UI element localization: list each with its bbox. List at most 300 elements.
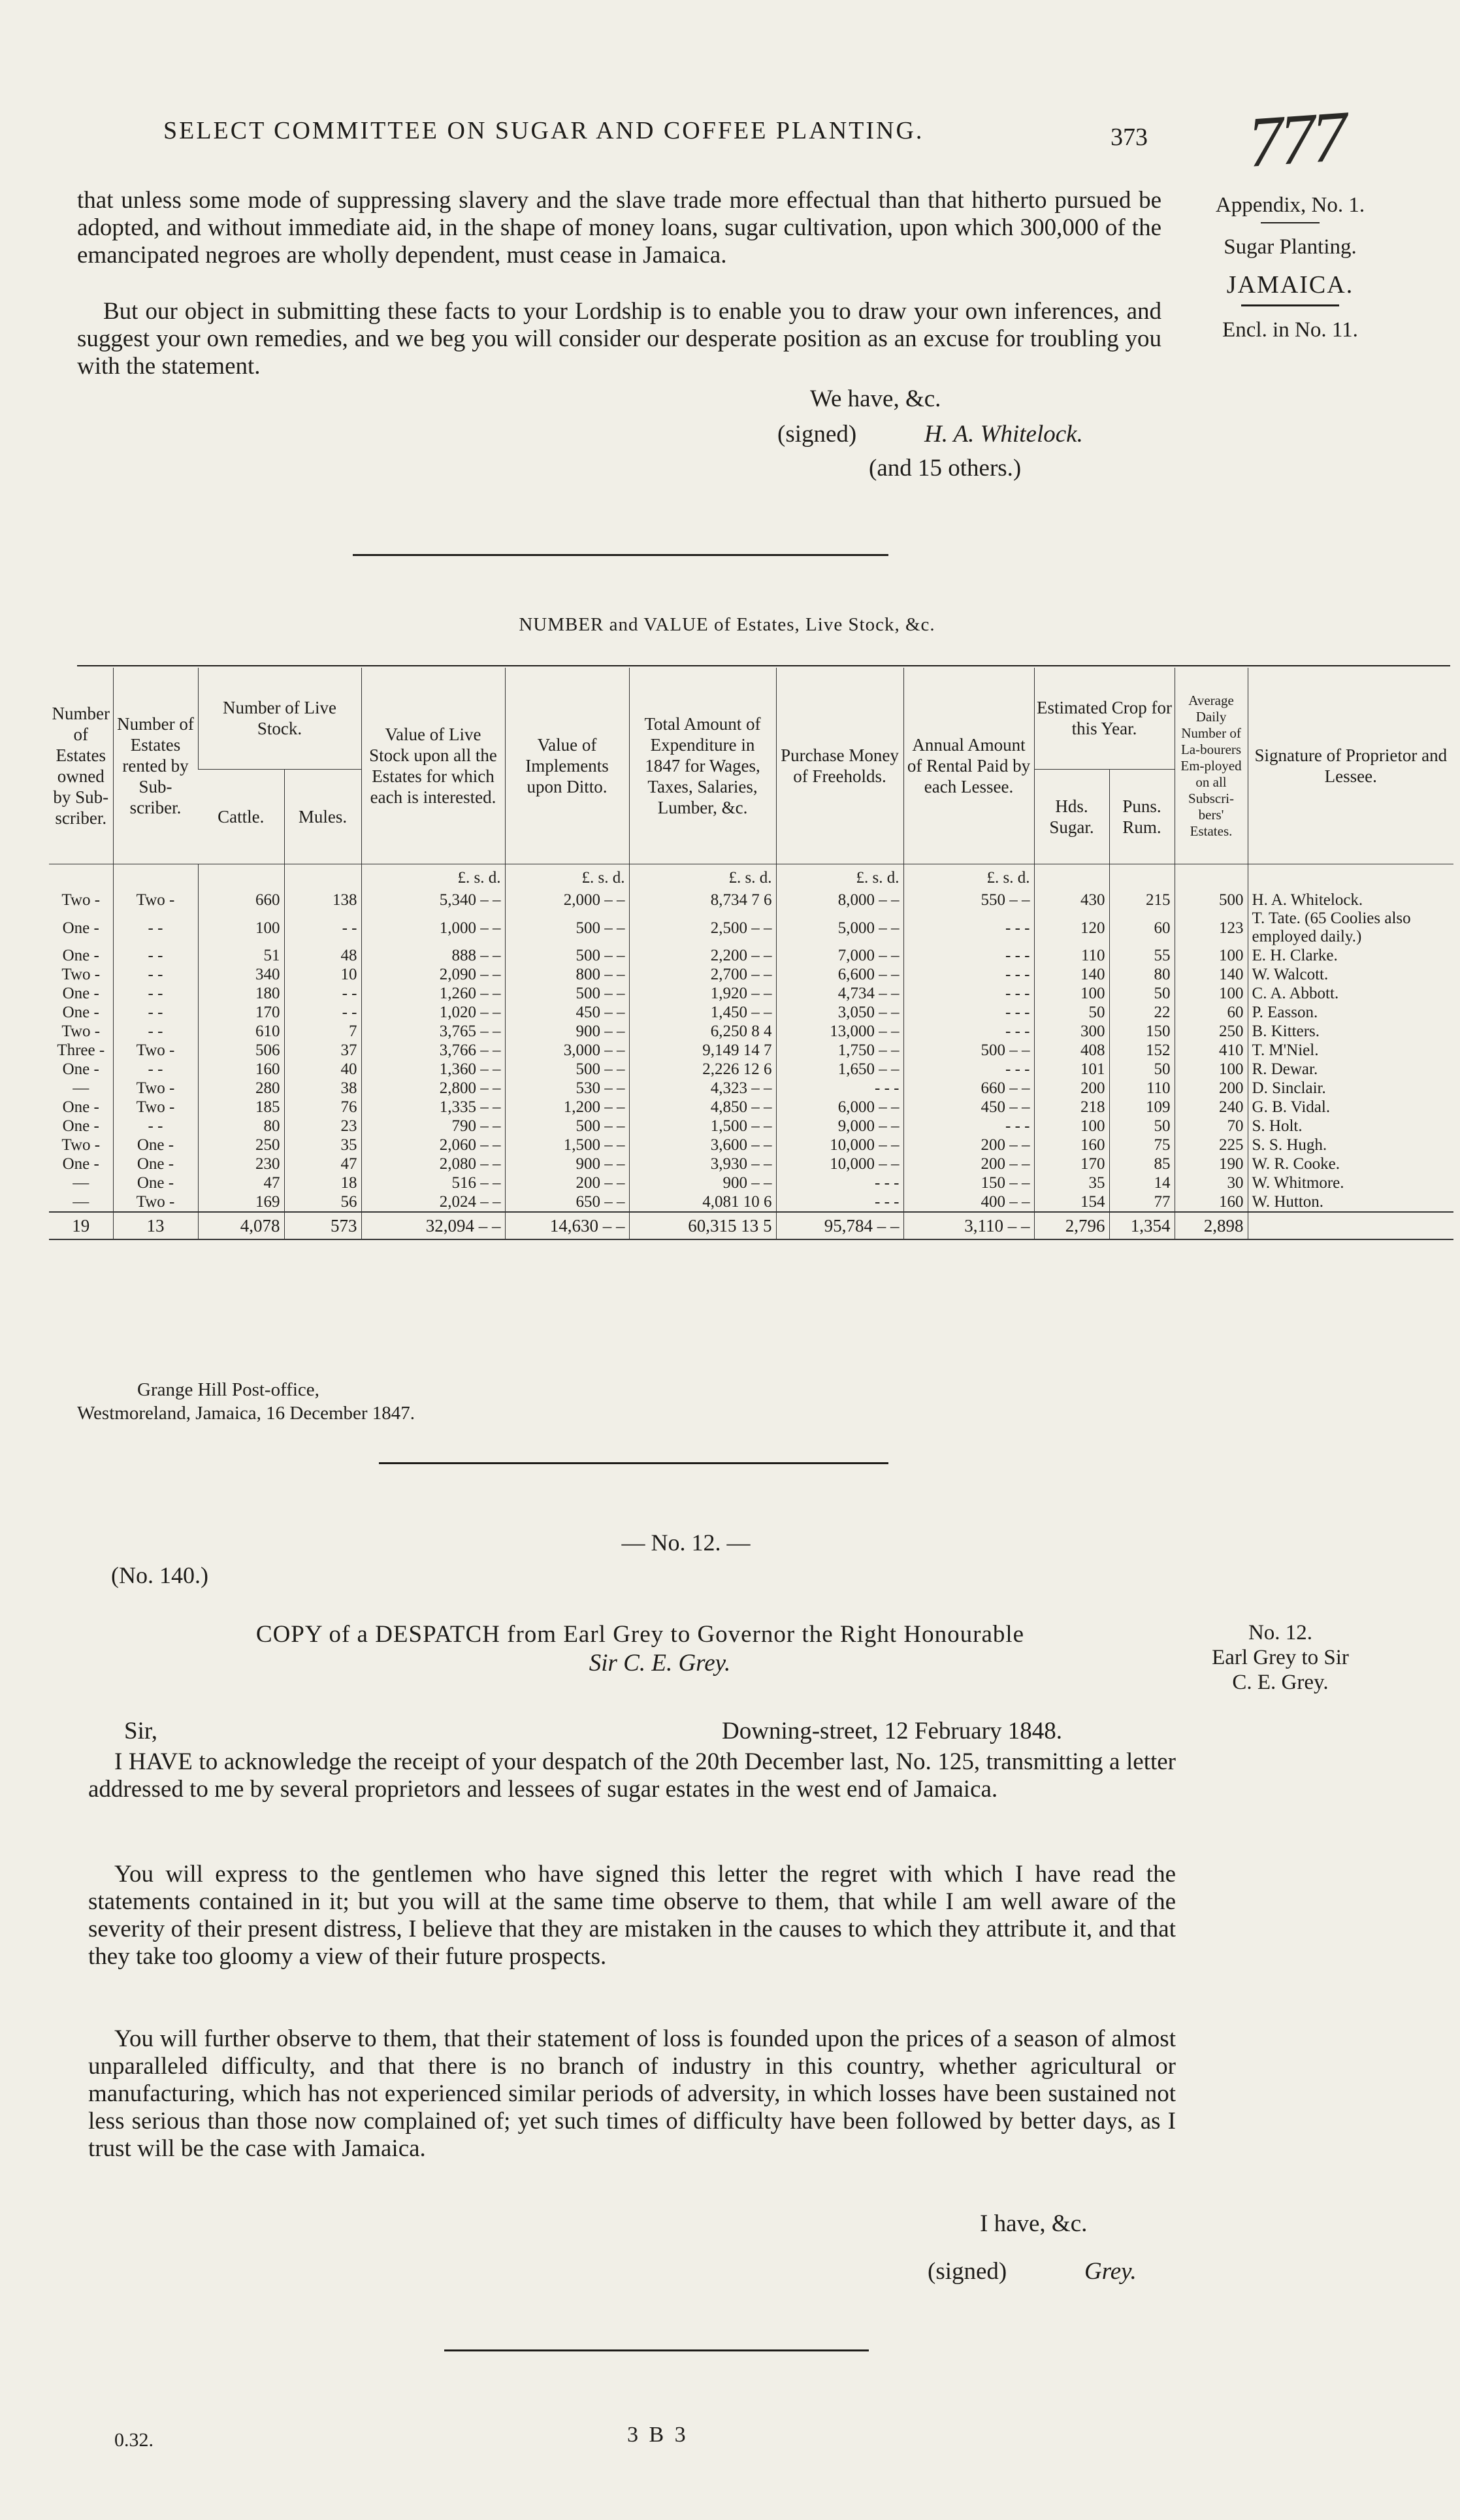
table-cell: 2,796 [1034,1212,1109,1239]
table-cell: H. A. Whitelock. [1248,891,1453,909]
table-cell: — [73,1174,89,1192]
letter-signed: (signed) [777,421,857,448]
col-header-mules: Mules. [284,769,361,864]
table-row [49,1098,1453,1117]
table-body [49,864,1453,1240]
table-cell: 40 [284,1060,361,1079]
table-cell: 3,050 – – [776,1003,903,1022]
table-cell [198,864,284,891]
table-cell [284,864,361,891]
table-cell: 1,360 – – [361,1060,505,1079]
col-header-rented: Number of Estates rented by Sub-scriber. [113,668,198,864]
estates-table [49,668,1453,1240]
table-cell: 250 [198,1136,284,1154]
margin-note-line: JAMAICA. [1226,271,1354,299]
table-cell: 7,000 – – [776,946,903,965]
table-cell: One - [62,947,99,964]
table-cell: 169 [198,1192,284,1212]
table-cell: — [73,1079,89,1097]
letter-paragraph: that unless some mode of suppressing slavery and the slave trade more effectual than that hitherto pursued be adopted, and without immediate aid, in the shape of money loans, sugar cultivation, upon which 300,000 of the emancipated negroes are wholly dependent, must cease in Jamaica. [77,187,1161,269]
table-cell: 170 [1034,1154,1109,1173]
margin-note-line: No. 12. [1248,1621,1313,1645]
table-cell: - - [113,1060,198,1079]
table-cell: - - [284,1003,361,1022]
table-cell: 7 [284,1022,361,1041]
table-cell: Three - [57,1041,105,1059]
table-cell: 100 [1034,984,1109,1003]
table-cell: 101 [1034,1060,1109,1079]
table-cell: 3,765 – – [361,1022,505,1041]
table-cell: Two - [61,891,101,909]
table-cell: B. Kitters. [1248,1022,1453,1041]
table-cell: E. H. Clarke. [1248,946,1453,965]
table-row [49,1060,1453,1079]
footer-left: 0.32. [114,2429,154,2451]
table-cell: 13,000 – – [776,1022,903,1041]
table-cell: 14,630 – – [505,1212,629,1239]
table-cell: S. Holt. [1248,1117,1453,1136]
table-cell: 500 – – [505,1117,629,1136]
table-cell: 2,898 [1175,1212,1248,1239]
table-cell: Two - [113,1098,198,1117]
units-row [49,864,1453,891]
table-cell: 500 [1175,891,1248,909]
table-cell: 200 [1175,1079,1248,1098]
table-cell: Two - [113,891,198,909]
table-cell: 300 [1034,1022,1109,1041]
table-cell: - - [284,984,361,1003]
table-cell: 1,354 [1109,1212,1175,1239]
table-cell: D. Sinclair. [1248,1079,1453,1098]
table-cell: T. Tate. (65 Coolies also employed daily.) [1248,909,1453,946]
col-header-crop: Estimated Crop for this Year. [1034,668,1175,769]
table-cell: Two - [113,1192,198,1212]
table-cell: 75 [1109,1136,1175,1154]
table-cell: C. A. Abbott. [1248,984,1453,1003]
table-cell: 150 – – [903,1173,1034,1192]
table-cell: 2,800 – – [361,1079,505,1098]
col-header-owned: Number of Estates owned by Sub-scriber. [49,668,113,864]
table-cell: P. Easson. [1248,1003,1453,1022]
table-cell: 180 [198,984,284,1003]
table-row [49,965,1453,984]
table-cell: 2,024 – – [361,1192,505,1212]
table-cell: 1,650 – – [776,1060,903,1079]
table-cell: 8,000 – – [776,891,903,909]
margin-note-line: Encl. in No. 11. [1222,318,1358,342]
col-header-signature: Signature of Proprietor and Lessee. [1248,668,1453,864]
table-cell: 47 [284,1154,361,1173]
table-cell: 240 [1175,1098,1248,1117]
table-cell: - - [113,965,198,984]
col-header-cattle: Cattle. [198,769,284,864]
margin-note-line: Appendix, No. 1. [1215,193,1365,217]
table-cell: 1,450 – – [629,1003,776,1022]
table-cell: 660 [198,891,284,909]
place-line: Grange Hill Post-office, [137,1379,319,1400]
table-title: NUMBER and VALUE of Estates, Live Stock, &c. [519,614,935,635]
table-cell: 48 [284,946,361,965]
letter-closing: We have, &c. [810,385,941,412]
table-cell: - - [113,946,198,965]
table-cell: 225 [1175,1136,1248,1154]
table-cell: 50 [1034,1003,1109,1022]
table-cell: Two - [113,1079,198,1098]
table-cell: 400 – – [903,1192,1034,1212]
table-cell: One - [113,1136,198,1154]
table-cell: 2,700 – – [629,965,776,984]
table-cell: 888 – – [361,946,505,965]
table-cell: S. S. Hugh. [1248,1136,1453,1154]
despatch-signed: (signed) [928,2258,1007,2285]
table-cell: 160 [198,1060,284,1079]
table-cell: 430 [1034,891,1109,909]
table-cell: 5,340 – – [361,891,505,909]
table-cell: 32,094 – – [361,1212,505,1239]
table-cell: 120 [1034,909,1109,946]
table-cell: 6,250 8 4 [629,1022,776,1041]
table-cell: 3,930 – – [629,1154,776,1173]
table-cell: 47 [198,1173,284,1192]
table-cell: 110 [1109,1079,1175,1098]
handwritten-folio-number: 777 [1244,96,1347,182]
table-cell: 140 [1175,965,1248,984]
table-cell: 23 [284,1117,361,1136]
table-cell: - - - [776,1079,903,1098]
table-cell: £. s. d. [903,864,1034,891]
table-cell: 500 – – [505,984,629,1003]
despatch-signer: Grey. [1084,2258,1137,2285]
table-cell: 280 [198,1079,284,1098]
table-cell: — [73,1193,89,1211]
table-cell: 340 [198,965,284,984]
table-cell: 4,734 – – [776,984,903,1003]
table-cell: 500 – – [505,909,629,946]
table-cell: 100 [1175,984,1248,1003]
table-cell: 410 [1175,1041,1248,1060]
table-cell: 37 [284,1041,361,1060]
table-cell: - - - [903,984,1034,1003]
table-cell: 152 [1109,1041,1175,1060]
table-cell: 610 [198,1022,284,1041]
despatch-paragraph: You will further observe to them, that their statement of loss is founded upon the prices of a season of almost unparalleled difficulty, and that there is no branch of industry in this country, whether agricultural or manufacturing, which has not experienced similar periods of adversity, in which losses have been sustained not less serious than those now complained of; yet such times of difficulty have been followed by better days, as I trust will be the case with Jamaica. [88,2025,1176,2162]
table-cell: - - - [903,1117,1034,1136]
table-cell: 1,335 – – [361,1098,505,1117]
table-row [49,1003,1453,1022]
table-cell: 900 – – [505,1154,629,1173]
despatch-reference: (No. 140.) [111,1562,208,1588]
table-cell: - - [113,1003,198,1022]
divider [1261,222,1320,223]
table-cell: 10,000 – – [776,1136,903,1154]
margin-note-despatch [1182,1620,1378,1695]
table-row [49,1173,1453,1192]
table-cell: G. B. Vidal. [1248,1098,1453,1117]
table-cell: 19 [49,1212,113,1239]
table-cell: One - [113,1154,198,1173]
table-cell: 6,000 – – [776,1098,903,1117]
table-cell: 1,750 – – [776,1041,903,1060]
table-row [49,1041,1453,1060]
table-cell: Two - [61,1136,101,1154]
table-cell: 100 [1175,946,1248,965]
table-cell: - - - [903,909,1034,946]
table-cell: 200 – – [903,1154,1034,1173]
table-cell: 170 [198,1003,284,1022]
table-cell: 138 [284,891,361,909]
table-cell: 60 [1109,909,1175,946]
table-cell: 160 [1175,1192,1248,1212]
table-row [49,891,1453,909]
table-cell: 1,200 – – [505,1098,629,1117]
table-cell: 200 – – [505,1173,629,1192]
table-row [49,946,1453,965]
table-cell: 215 [1109,891,1175,909]
table-cell: 51 [198,946,284,965]
table-cell: 200 [1034,1079,1109,1098]
table-cell: 2,500 – – [629,909,776,946]
table-cell: £. s. d. [505,864,629,891]
table-cell: 100 [1175,1060,1248,1079]
table-cell: Two - [61,966,101,983]
table-cell [49,864,113,891]
table-cell: 35 [284,1136,361,1154]
table-cell: 800 – – [505,965,629,984]
table-cell: 500 – – [505,1060,629,1079]
table-cell: 14 [1109,1173,1175,1192]
table-cell: One - [62,1060,99,1078]
table-cell: - - - [903,1022,1034,1041]
table-cell: 1,500 – – [505,1136,629,1154]
table-cell: 140 [1034,965,1109,984]
col-header-hds: Hds. Sugar. [1034,769,1109,864]
totals-row [49,1212,1453,1239]
margin-note-line: Earl Grey to Sir [1212,1646,1349,1669]
table-cell: 2,060 – – [361,1136,505,1154]
table-cell: 30 [1175,1173,1248,1192]
table-cell: 3,600 – – [629,1136,776,1154]
table-cell: 4,081 10 6 [629,1192,776,1212]
table-cell: 450 – – [903,1098,1034,1117]
table-cell: 9,149 14 7 [629,1041,776,1060]
table-cell: 85 [1109,1154,1175,1173]
table-cell: 35 [1034,1173,1109,1192]
table-cell: 190 [1175,1154,1248,1173]
col-header-purchase: Purchase Money of Freeholds. [776,668,903,864]
table-cell: 200 – – [903,1136,1034,1154]
col-header-puns: Puns. Rum. [1109,769,1175,864]
table-cell: 650 – – [505,1192,629,1212]
table-cell: 230 [198,1154,284,1173]
table-row [49,1079,1453,1098]
table-cell: 530 – – [505,1079,629,1098]
table-cell: 516 – – [361,1173,505,1192]
despatch-paragraph: I HAVE to acknowledge the receipt of your despatch of the 20th December last, No. 125, transmitting a letter addressed to me by several proprietors and lessees of sugar estates in the west end of Jamaica. [88,1748,1176,1803]
table-cell: 50 [1109,1060,1175,1079]
table-cell: - - - [776,1192,903,1212]
table-cell: 60 [1175,1003,1248,1022]
table-cell: 70 [1175,1117,1248,1136]
table-cell: 2,080 – – [361,1154,505,1173]
letter-paragraph: But our object in submitting these facts to your Lordship is to enable you to draw your own inferences, and suggest your own remedies, and we beg you will consider our desperate position as an excuse for troubling you with the statement. [77,298,1161,380]
table-cell: One - [62,1155,99,1173]
table-cell: 123 [1175,909,1248,946]
table-cell: 3,110 – – [903,1212,1034,1239]
table-row [49,984,1453,1003]
table-cell: 100 [198,909,284,946]
table-cell: £. s. d. [629,864,776,891]
table-cell: 4,323 – – [629,1079,776,1098]
despatch-title: COPY of a DESPATCH from Earl Grey to Governor the Right Honourable [255,1621,1025,1648]
table-cell: One - [62,1117,99,1135]
table-cell: 150 [1109,1022,1175,1041]
table-cell: 900 – – [505,1022,629,1041]
table-cell: Two - [113,1041,198,1060]
table-row [49,909,1453,946]
table-cell: - - [284,909,361,946]
table-cell: One - [62,1004,99,1021]
table-cell: 60,315 13 5 [629,1212,776,1239]
table-cell: 573 [284,1212,361,1239]
col-header-labourers: Average Daily Number of La-bourers Em-ployed on all Subscri-bers' Estates. [1175,668,1248,864]
despatch-place-date: Downing-street, 12 February 1848. [722,1718,1062,1744]
table-cell: W. Hutton. [1248,1192,1453,1212]
table-cell: - - - [903,946,1034,965]
table-cell: 50 [1109,1117,1175,1136]
table-cell: 790 – – [361,1117,505,1136]
table-top-rule [77,665,1450,666]
table-cell: 77 [1109,1192,1175,1212]
table-cell: 160 [1034,1136,1109,1154]
table-cell: 550 – – [903,891,1034,909]
col-header-value-stock: Value of Live Stock upon all the Estates for which each is interested. [361,668,505,864]
table-cell: 500 – – [903,1041,1034,1060]
table-cell: 450 – – [505,1003,629,1022]
table-cell: 56 [284,1192,361,1212]
table-cell: 6,600 – – [776,965,903,984]
table-cell: 3,766 – – [361,1041,505,1060]
table-cell: 2,090 – – [361,965,505,984]
margin-note-line: Sugar Planting. [1224,235,1357,259]
table-row [49,1117,1453,1136]
table-cell [1175,864,1248,891]
despatch-number-heading: — No. 12. — [621,1530,751,1556]
table-row [49,1154,1453,1173]
table-cell: 3,000 – – [505,1041,629,1060]
table-cell: Two - [61,1023,101,1040]
table-row [49,1022,1453,1041]
col-header-implements: Value of Implements upon Ditto. [505,668,629,864]
table-cell: - - [113,1022,198,1041]
table-cell: W. Walcott. [1248,965,1453,984]
table-cell: 100 [1034,1117,1109,1136]
table-cell: T. M'Niel. [1248,1041,1453,1060]
table-cell [1034,864,1109,891]
table-cell: 660 – – [903,1079,1034,1098]
table-cell: 250 [1175,1022,1248,1041]
table-cell: - - [113,1117,198,1136]
table-cell: One - [113,1173,198,1192]
table-row [49,1136,1453,1154]
table-cell: One - [62,985,99,1002]
table-cell: 80 [1109,965,1175,984]
table-cell: £. s. d. [361,864,505,891]
table-cell: W. R. Cooke. [1248,1154,1453,1173]
table-cell: 110 [1034,946,1109,965]
table-cell: £. s. d. [776,864,903,891]
table-cell: 154 [1034,1192,1109,1212]
table-cell: 218 [1034,1098,1109,1117]
table-cell: 109 [1109,1098,1175,1117]
running-head: SELECT COMMITTEE ON SUGAR AND COFFEE PLANTING. [163,117,924,144]
table-cell: 500 – – [505,946,629,965]
table-cell: - - [113,909,198,946]
table-cell: 1,920 – – [629,984,776,1003]
divider [353,554,888,556]
despatch-closing: I have, &c. [980,2210,1088,2237]
table-cell: - - - [776,1173,903,1192]
footer-signature-mark: 3 B 3 [627,2423,689,2447]
table-cell: One - [62,919,99,937]
table-cell: 1,000 – – [361,909,505,946]
table-cell: 50 [1109,984,1175,1003]
table-cell: One - [62,1098,99,1116]
table-cell: - - - [903,1060,1034,1079]
place-date-line: Westmoreland, Jamaica, 16 December 1847. [77,1403,415,1424]
table-cell: 55 [1109,946,1175,965]
letter-others: (and 15 others.) [869,455,1022,482]
table-cell: 2,200 – – [629,946,776,965]
despatch-title-line2: Sir C. E. Grey. [589,1650,731,1677]
table-cell: 95,784 – – [776,1212,903,1239]
table-cell: - - - [903,965,1034,984]
col-header-livestock: Number of Live Stock. [198,668,361,769]
divider [379,1462,888,1464]
table-cell: 76 [284,1098,361,1117]
table-cell: 80 [198,1117,284,1136]
table-cell: 4,078 [198,1212,284,1239]
despatch-salutation: Sir, [124,1718,157,1744]
table-cell [1248,864,1453,891]
table-cell: 506 [198,1041,284,1060]
letter-signer: H. A. Whitelock. [924,421,1083,448]
table-cell: 10 [284,965,361,984]
table-cell: 900 – – [629,1173,776,1192]
table-cell: 1,500 – – [629,1117,776,1136]
divider [444,2349,869,2351]
table-cell: 408 [1034,1041,1109,1060]
page-number: 373 [1111,123,1148,151]
table-cell: 13 [113,1212,198,1239]
table-cell: 4,850 – – [629,1098,776,1117]
table-cell: 18 [284,1173,361,1192]
table-cell: 185 [198,1098,284,1117]
table-cell: 1,260 – – [361,984,505,1003]
table-cell [1248,1212,1453,1239]
col-header-expenditure: Total Amount of Expenditure in 1847 for Wages, Taxes, Salaries, Lumber, &c. [629,668,776,864]
table-cell: 2,226 12 6 [629,1060,776,1079]
table-cell: 1,020 – – [361,1003,505,1022]
margin-note-line: C. E. Grey. [1232,1671,1329,1694]
table-cell: 2,000 – – [505,891,629,909]
table-row [49,1192,1453,1212]
despatch-paragraph: You will express to the gentlemen who have signed this letter the regret with which I have read the statements contained in it; but you will at the same time observe to them, that while I am well aware of the severity of their present distress, I believe that they are mistaken in the causes to which they attribute it, and that they take too gloomy a view of their future prospects. [88,1861,1176,1970]
table-cell: R. Dewar. [1248,1060,1453,1079]
col-header-rental: Annual Amount of Rental Paid by each Lessee. [903,668,1034,864]
margin-note-appendix [1192,191,1388,344]
table-cell: - - [113,984,198,1003]
table-cell [1109,864,1175,891]
